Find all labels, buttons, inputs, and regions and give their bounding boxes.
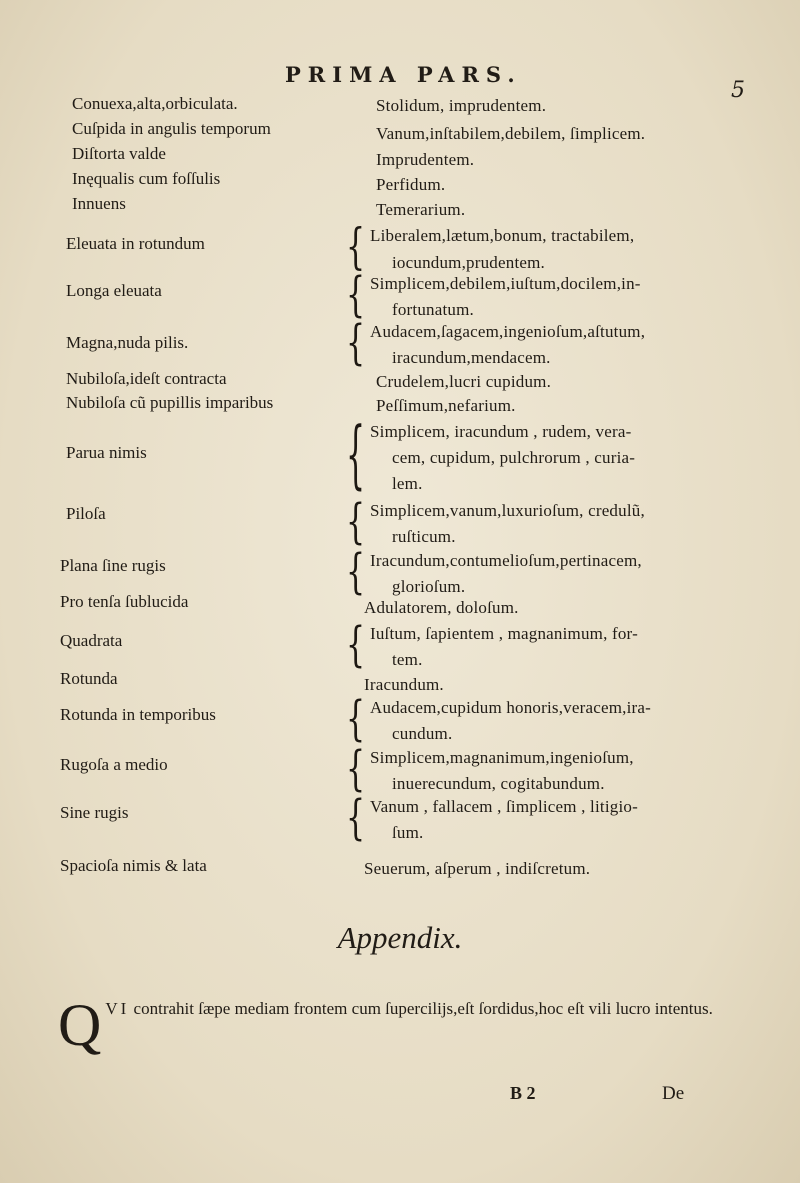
curly-brace-icon: { (346, 315, 366, 372)
entry-definition-line: Crudelem,lucri cupidum. (376, 372, 552, 391)
entry-term: Innuens (72, 194, 126, 213)
entry-definition-line: Simplicem,magnanimum,ingenioſum, (370, 748, 634, 767)
entry-definition-line: iocundum,prudentem. (392, 253, 545, 272)
curly-brace-icon: { (346, 494, 366, 551)
entry-definition-line: Liberalem,lætum,bonum, tractabilem, (370, 226, 635, 245)
entry-definition-line: Iracundum. (364, 675, 444, 694)
entry-term: Magna,nuda pilis. (66, 333, 189, 352)
entry-term: Parua nimis (66, 443, 147, 462)
entry-term: Cuſpida in angulis temporum (72, 119, 271, 138)
entry-definition-line: Iracundum,contumelioſum,pertinacem, (370, 551, 642, 570)
entry-definition-line: Temerarium. (376, 200, 466, 219)
catchword: De (662, 1083, 685, 1104)
entry-definition-line: tem. (392, 650, 423, 669)
entry-definition-line: Peſſimum,nefarium. (376, 396, 516, 415)
entry-definition-line: Audacem,cupidum honoris,veracem,ira- (370, 698, 651, 717)
entry-definition-line: fortunatum. (392, 300, 474, 319)
entry-term: Quadrata (60, 631, 123, 650)
entry-term: Inęqualis cum foſſulis (72, 169, 221, 188)
entry-definition-line: Iuſtum, ſapientem , magnanimum, for- (370, 624, 638, 643)
appendix-heading: Appendix. (337, 920, 463, 955)
entry-definition-line: Perfidum. (376, 175, 446, 194)
entry-definition-line: Vanum , fallacem , ſimplicem , litigio- (370, 797, 638, 816)
curly-brace-icon: { (346, 691, 366, 748)
entry-definition-line: glorioſum. (392, 577, 466, 596)
entry-term: Diſtorta valde (72, 144, 166, 163)
entry-definition-line: Stolidum, imprudentem. (376, 96, 547, 115)
entry-definition-line: cundum. (392, 724, 453, 743)
entry-term: Pro tenſa ſublucida (60, 592, 189, 611)
entry-definition-line: Vanum,inſtabilem,debilem, ſimplicem. (376, 124, 646, 143)
entry-term: Spacioſa nimis & lata (60, 856, 207, 875)
entry-term: Eleuata in rotundum (66, 234, 205, 253)
entry-term: Conuexa,alta,orbiculata. (72, 94, 238, 113)
entry-term: Sine rugis (60, 803, 129, 822)
entry-definition-line: Seuerum, aſperum , indiſcretum. (364, 859, 591, 878)
appendix-text: contrahit ſæpe mediam frontem cum ſupercilijs,eſt ſordidus,hoc eſt vili lucro intentus. (129, 999, 713, 1018)
curly-brace-icon: { (346, 617, 366, 674)
entry-term: Rotunda (60, 669, 118, 688)
entry-term: Piloſa (66, 504, 106, 523)
entry-term: Nubiloſa,ideſt contracta (66, 369, 227, 388)
curly-brace-icon: { (346, 790, 366, 847)
entry-definition-line: Simplicem,vanum,luxurioſum, credulũ, (370, 501, 645, 520)
entry-term: Rugoſa a medio (60, 755, 168, 774)
entry-term: Longa eleuata (66, 281, 162, 300)
entry-definition-line: Audacem,ſagacem,ingenioſum,aſtutum, (370, 322, 646, 341)
entry-definition-line: Simplicem,debilem,iuſtum,docilem,in- (370, 274, 641, 293)
entry-term: Plana ſine rugis (60, 556, 166, 575)
entry-definition-line: cem, cupidum, pulchrorum , curia- (392, 448, 636, 467)
appendix-paragraph (58, 992, 728, 1058)
entry-definition-line: ruſticum. (392, 527, 456, 546)
curly-brace-icon: { (346, 741, 366, 798)
running-head: PRIMA PARS. (285, 62, 522, 87)
entry-definition-line: ſum. (392, 823, 424, 842)
entry-definition-line: lem. (392, 474, 423, 493)
entry-term: Rotunda in temporibus (60, 705, 216, 724)
page-number: 5 (731, 78, 745, 103)
entry-definition-line: iracundum,mendacem. (392, 348, 551, 367)
curly-brace-icon: { (346, 544, 366, 601)
entry-definition-line: Simplicem, iracundum , rudem, vera- (370, 422, 632, 441)
first-word: VI (105, 999, 130, 1018)
curly-brace-icon: { (346, 267, 366, 324)
entry-definition-line: Imprudentem. (376, 150, 475, 169)
curly-brace-icon: { (346, 412, 366, 500)
curly-brace-icon: { (346, 219, 366, 277)
signature-mark: B 2 (510, 1083, 536, 1103)
entry-definition-line: inuerecundum, cogitabundum. (392, 774, 605, 793)
entry-definition-line: Adulatorem, doloſum. (364, 598, 519, 617)
drop-cap: Q (58, 992, 102, 1058)
entry-term: Nubiloſa cũ pupillis imparibus (66, 393, 274, 412)
